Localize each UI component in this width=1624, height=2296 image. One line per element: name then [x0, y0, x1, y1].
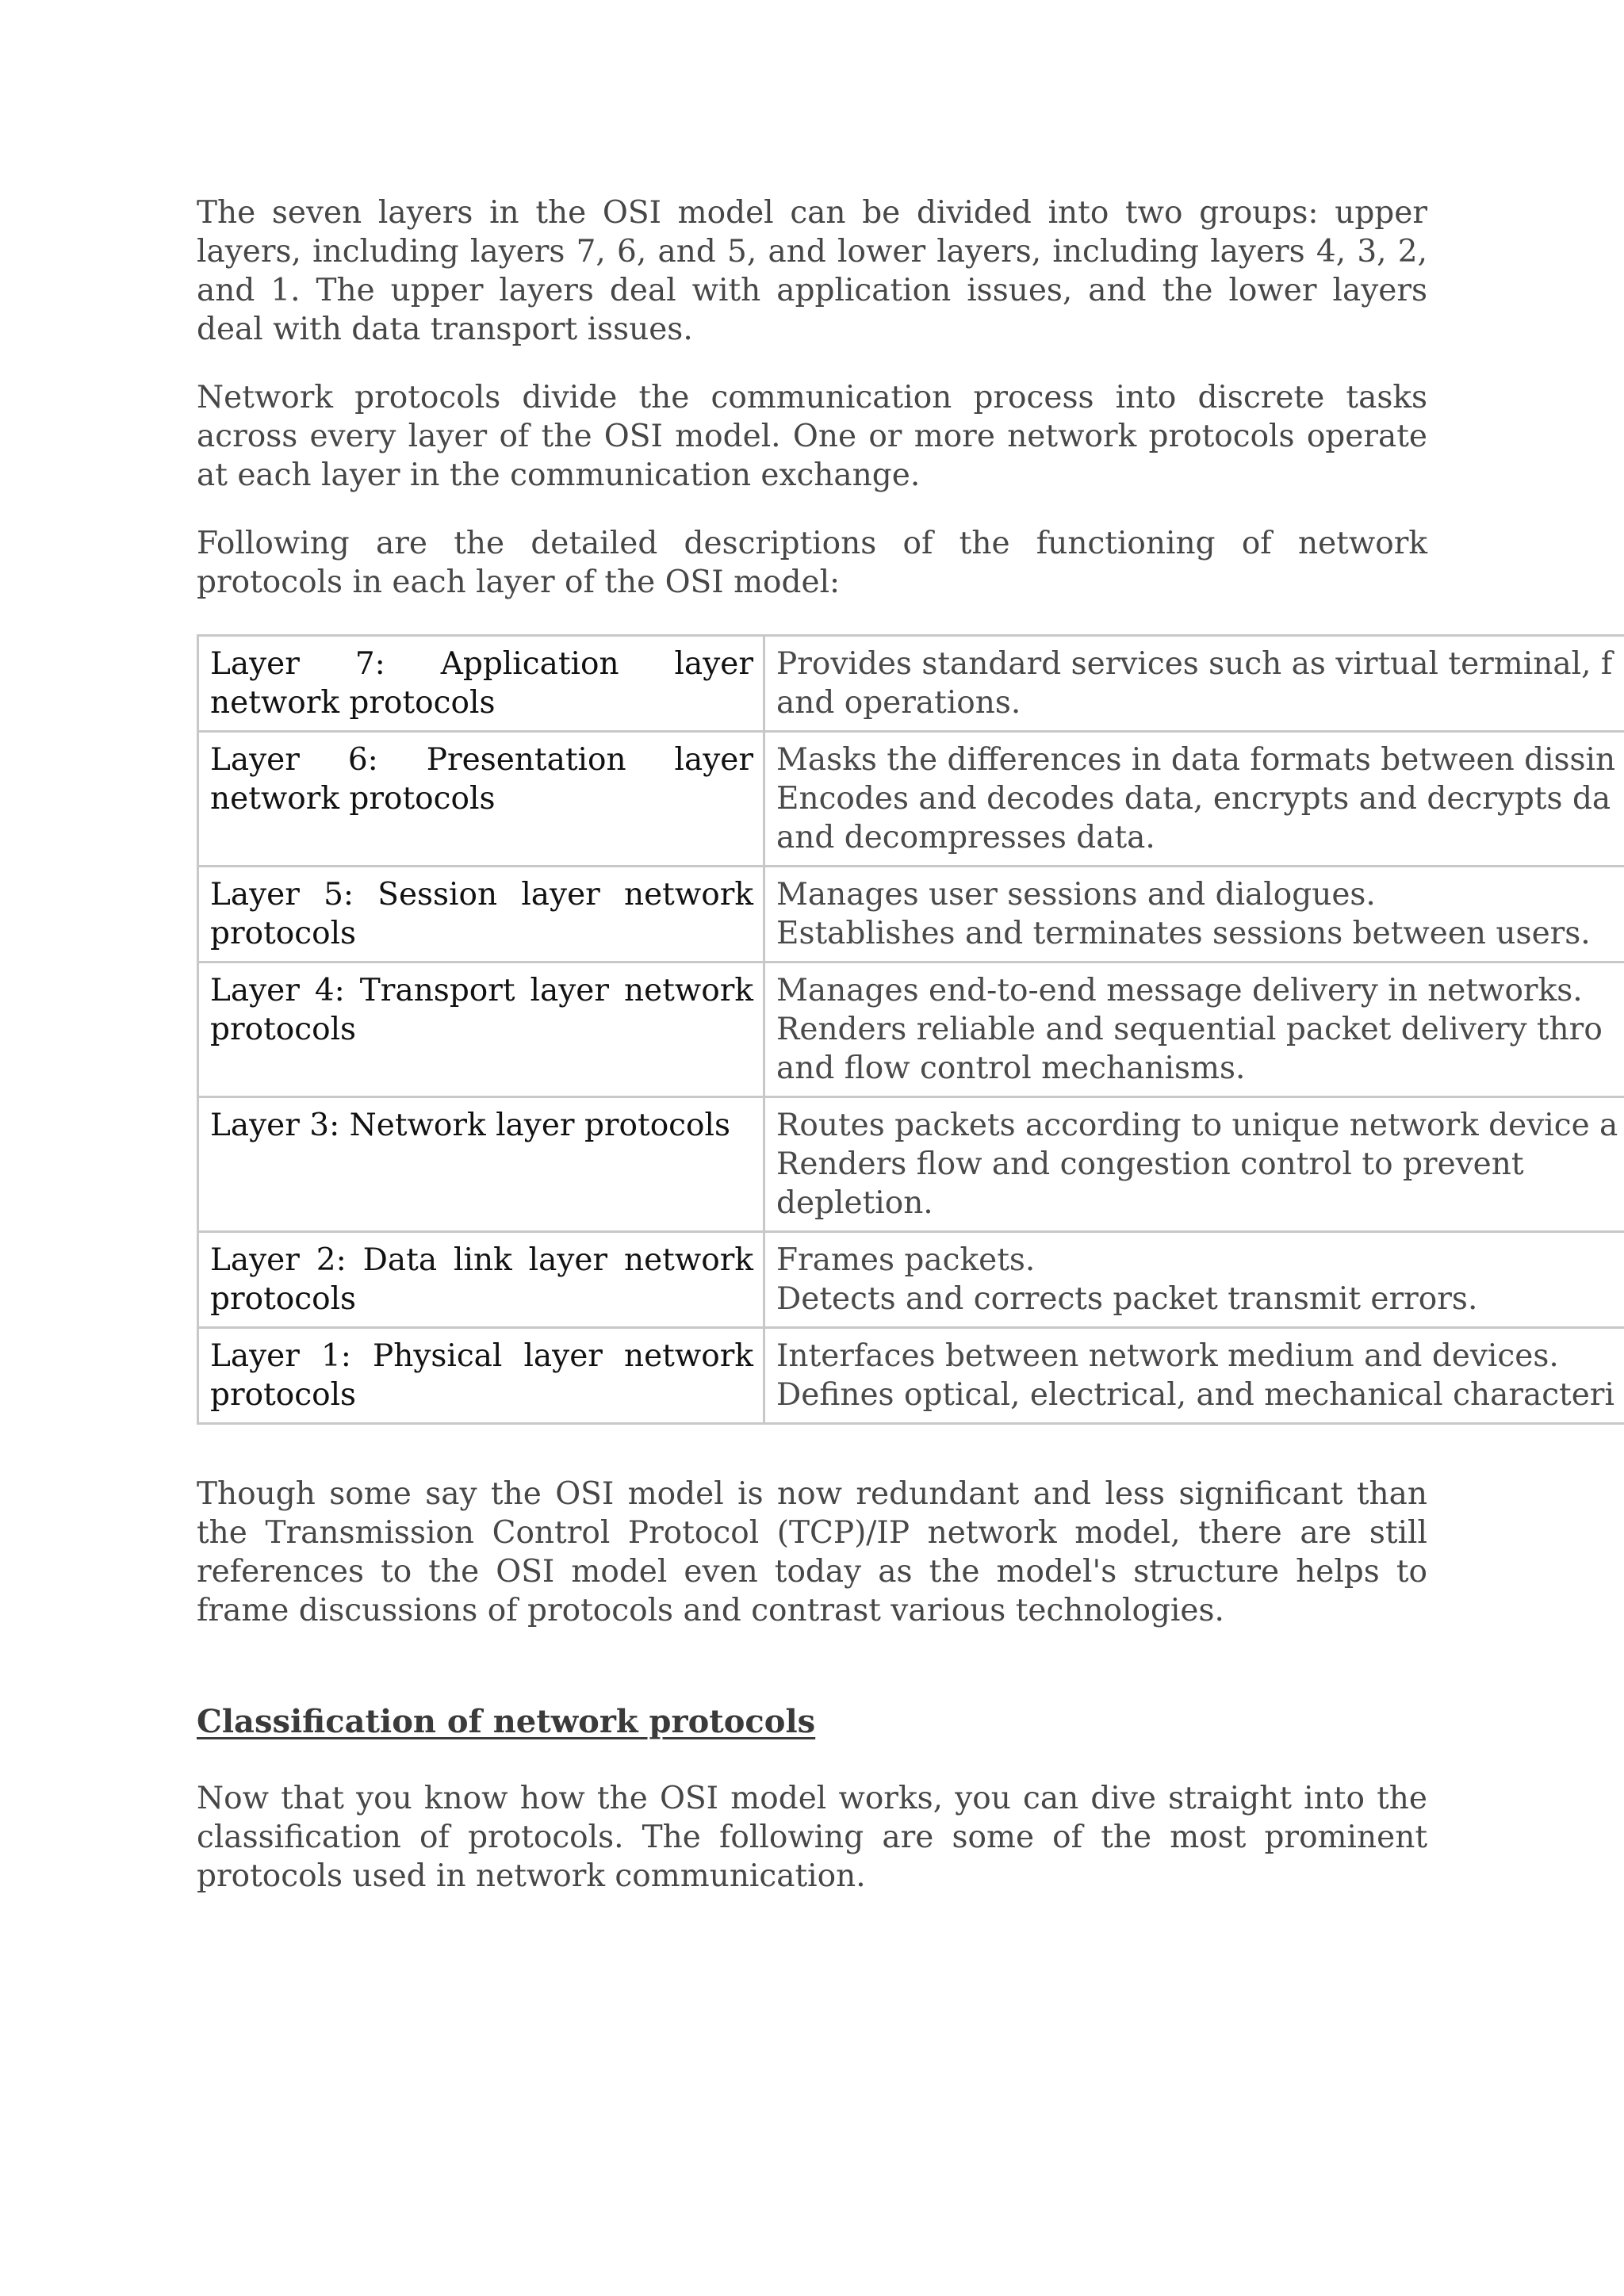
layer-description-line: Routes packets according to unique network device a [776, 1108, 1618, 1143]
layer-description-line: Masks the differences in data formats between dissin [776, 742, 1616, 778]
layer-description-cell [764, 1328, 1624, 1424]
table-row [198, 1232, 1624, 1328]
layer-description-line: Defines optical, electrical, and mechanical characteri [776, 1377, 1614, 1413]
layer-description-line: Renders flow and congestion control to prevent [776, 1146, 1524, 1182]
table-row [198, 732, 1624, 867]
layer-name-cell: Layer 7: Application layer network protocols [198, 636, 764, 732]
layer-description-line: depletion. [776, 1185, 933, 1221]
layer-name-cell: Layer 2: Data link layer network protocols [198, 1232, 764, 1328]
intro-paragraph-upper-lower-layers: The seven layers in the OSI model can be divided into two groups: upper layers, including layers 7, 6, and 5, and lower layers, including layers 4, 3, 2, and 1. The upper layers deal with application issues, and the lower layers deal with data transport issues. [197, 195, 1427, 347]
table-row [198, 1328, 1624, 1424]
intro-paragraph-protocol-tasks: Network protocols divide the communication process into discrete tasks across every layer of the OSI model. One or more network protocols operate at each layer in the communication exchange. [197, 380, 1427, 493]
closing-paragraph: Though some say the OSI model is now redundant and less significant than the Transmission Control Protocol (TCP)/IP network model, there are still references to the OSI model even today as the model's structure helps to frame discussions of protocols and contrast various technologies. [197, 1476, 1427, 1628]
layer-name-cell: Layer 1: Physical layer network protocols [198, 1328, 764, 1424]
layer-description-line: Manages user sessions and dialogues. [776, 877, 1376, 913]
section-paragraph: Now that you know how the OSI model works, you can dive straight into the classification of protocols. The following are some of the most prominent protocols used in network communication. [197, 1781, 1427, 1894]
section-heading: Classification of network protocols [197, 1703, 816, 1740]
layer-name-cell: Layer 6: Presentation layer network protocols [198, 732, 764, 867]
layer-description-line: and decompresses data. [776, 820, 1155, 855]
layer-description-line: Provides standard services such as virtual terminal, f [776, 646, 1613, 682]
layer-description-line: Interfaces between network medium and devices. [776, 1338, 1559, 1374]
layer-description-line: and operations. [776, 685, 1021, 721]
osi-layers-table [197, 634, 1624, 1425]
table-row [198, 962, 1624, 1097]
layer-description-line: and flow control mechanisms. [776, 1050, 1246, 1086]
layer-description-line: Renders reliable and sequential packet delivery thro [776, 1012, 1603, 1047]
layer-name-cell: Layer 3: Network layer protocols [198, 1097, 764, 1232]
table-row [198, 867, 1624, 962]
layer-description-cell [764, 867, 1624, 962]
table-row [198, 1097, 1624, 1232]
layer-description-line: Manages end-to-end message delivery in networks. [776, 973, 1583, 1008]
layer-description-line: Encodes and decodes data, encrypts and decrypts da [776, 781, 1611, 817]
layer-description-cell [764, 636, 1624, 732]
layer-description-line: Establishes and terminates sessions between users. [776, 916, 1591, 951]
layer-name-cell: Layer 5: Session layer network protocols [198, 867, 764, 962]
layer-name-cell: Layer 4: Transport layer network protocols [198, 962, 764, 1097]
layer-description-cell [764, 962, 1624, 1097]
table-row [198, 636, 1624, 732]
layer-description-line: Detects and corrects packet transmit errors. [776, 1281, 1478, 1317]
osi-layers-table-body [198, 636, 1624, 1424]
layer-description-cell [764, 1097, 1624, 1232]
layer-description-cell [764, 732, 1624, 867]
intro-paragraph-table-lead: Following are the detailed descriptions of the functioning of network protocols in each layer of the OSI model: [197, 526, 1427, 600]
layer-description-cell [764, 1232, 1624, 1328]
layer-description-line: Frames packets. [776, 1242, 1036, 1278]
